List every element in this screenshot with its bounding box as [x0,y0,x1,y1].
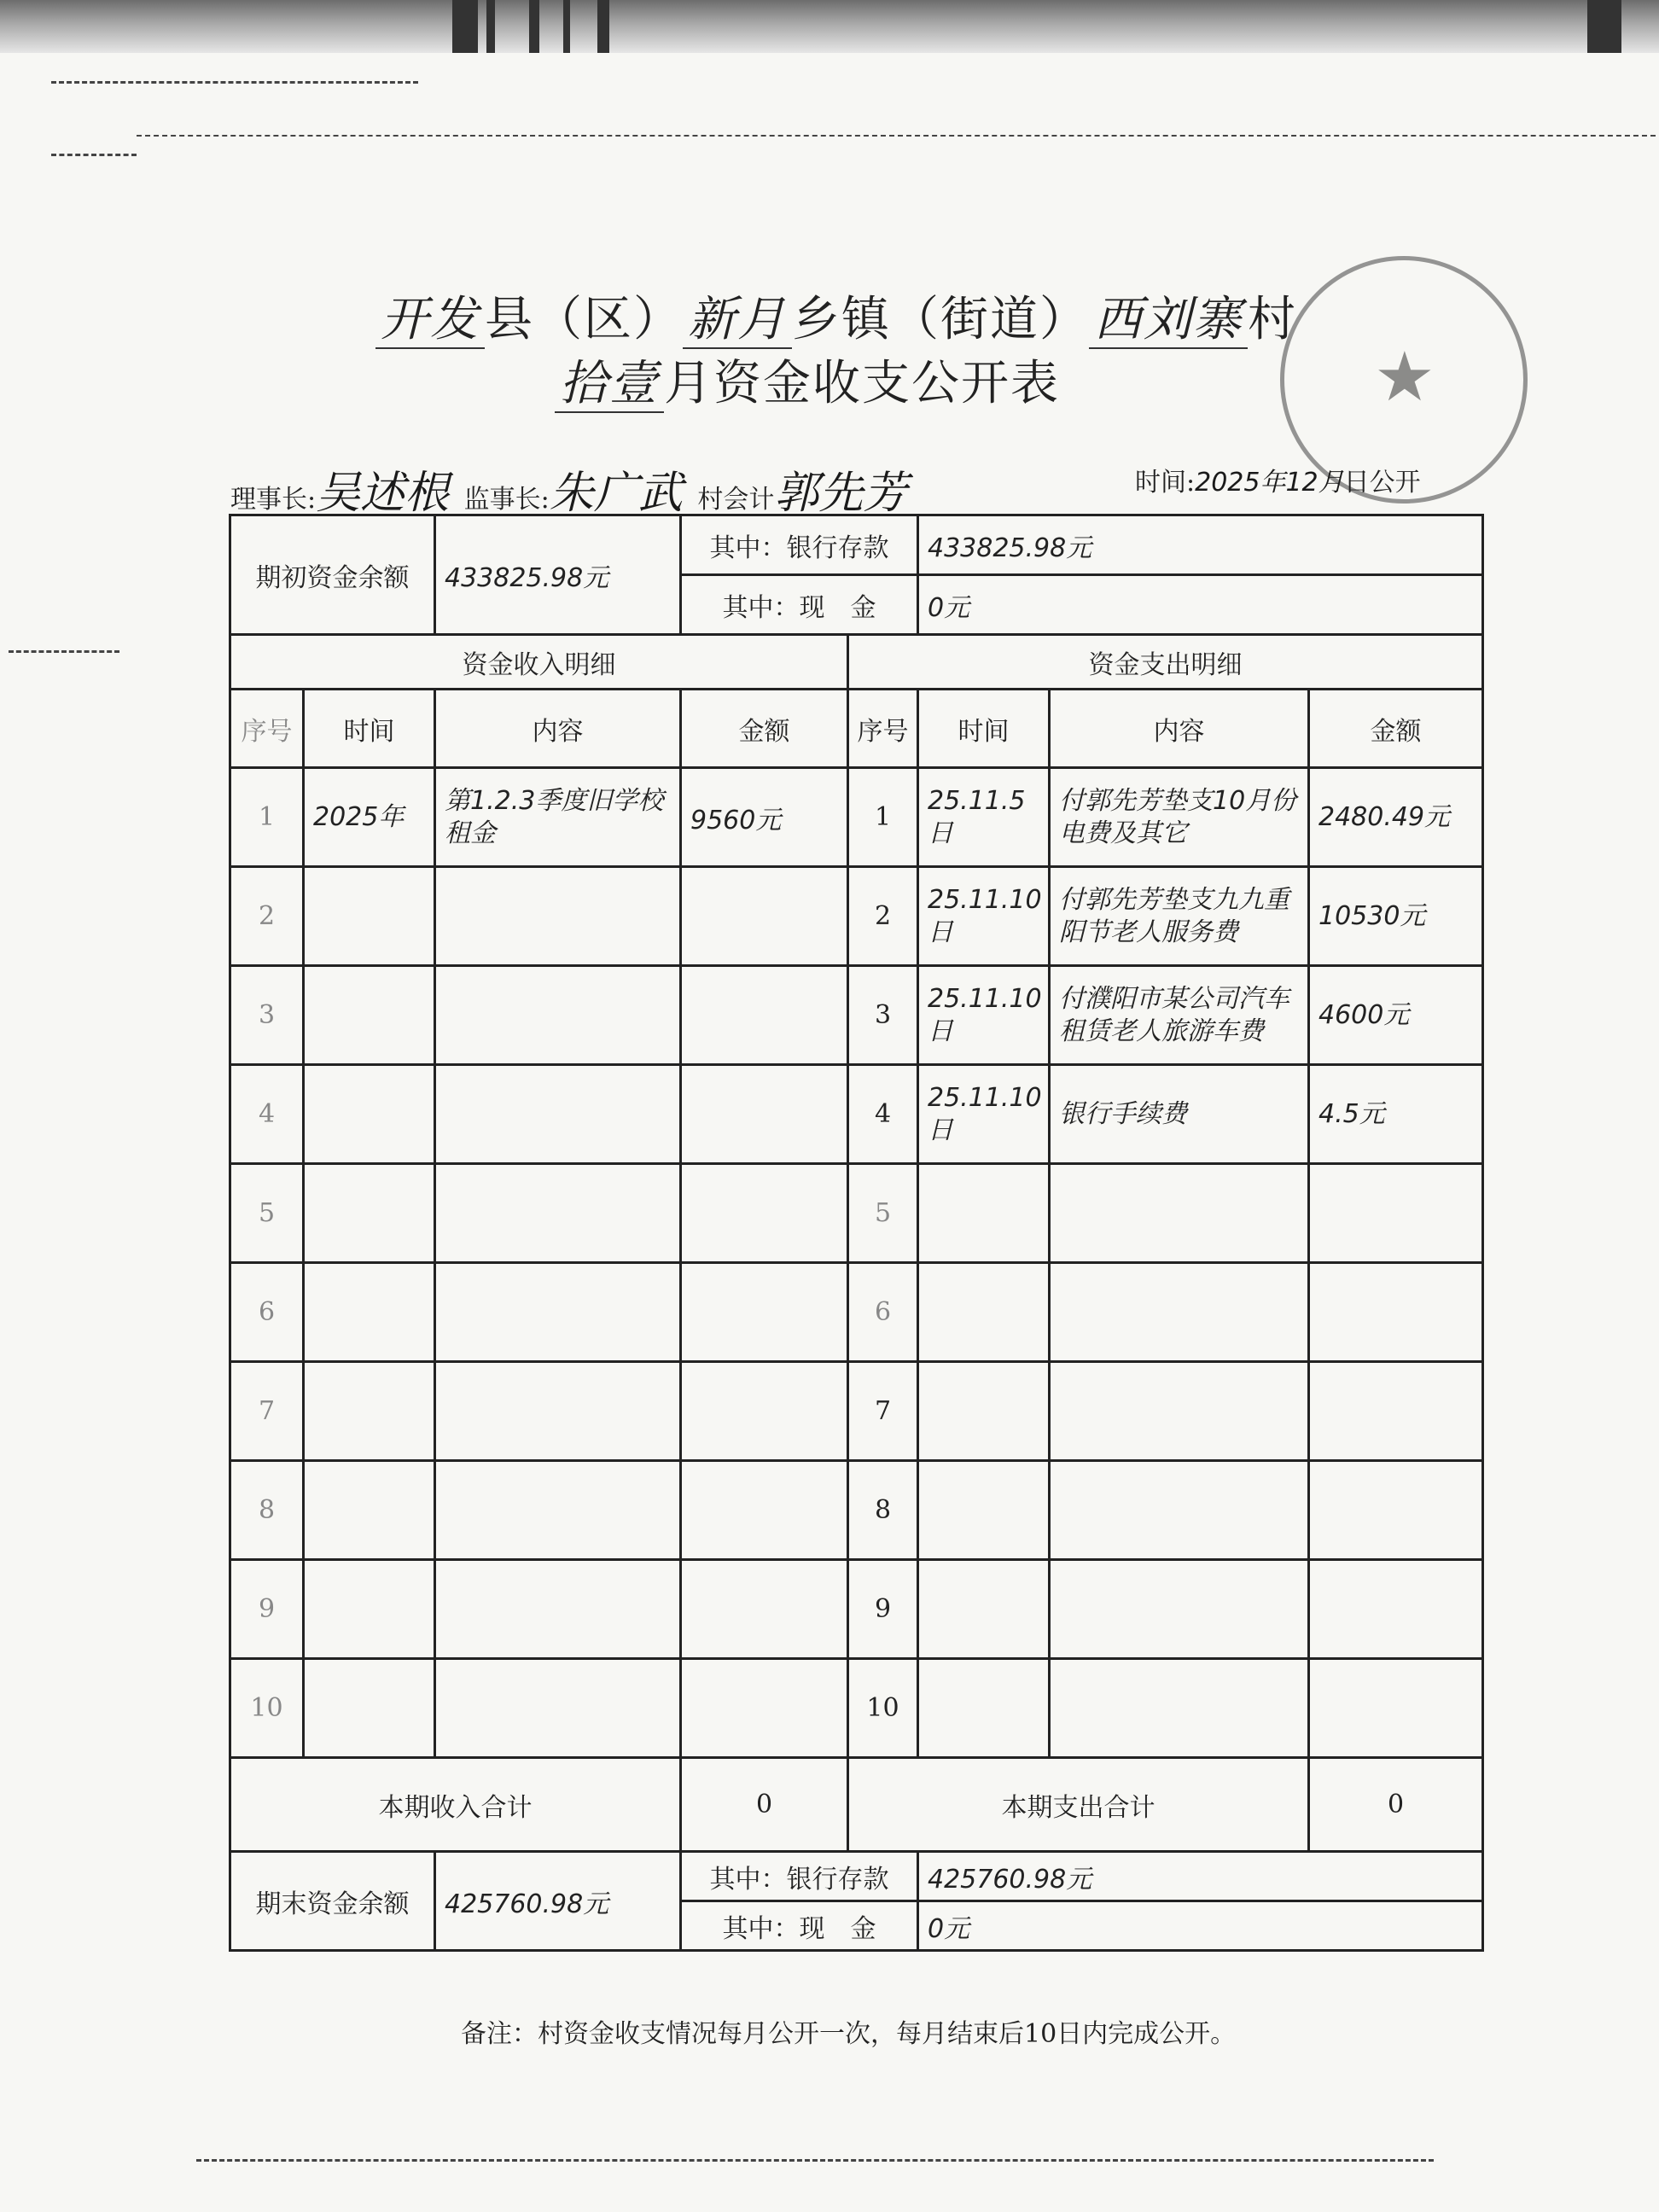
column-header-row [230,690,1483,768]
income-content [435,966,681,1065]
seal-star-icon: ★ [1374,337,1435,416]
opening-cash-value: 0元 [918,575,1483,635]
income-time [304,1461,435,1560]
expense-seq: 2 [848,867,918,966]
expense-content [1050,1164,1309,1263]
expense-col-seq: 序号 [848,690,918,768]
director-label: 理事长: [230,485,317,515]
date-value: 2025年12月 [1195,468,1344,498]
form-title-line2 [555,346,1237,414]
opening-bank-row [230,515,1483,575]
totals-row [230,1758,1483,1852]
supervisor-signature: 朱广武 [549,468,683,519]
table-row [230,1263,1483,1362]
scan-edge-artifact [0,0,1659,53]
expense-col-time: 时间 [918,690,1050,768]
income-time [304,1362,435,1461]
expense-time [918,1560,1050,1659]
income-amount [681,966,848,1065]
table-row [230,1164,1483,1263]
scan-dash [51,154,137,156]
income-content [435,1263,681,1362]
table-row [230,1362,1483,1461]
village-label: 村 [1248,292,1297,347]
expense-content [1050,1560,1309,1659]
date-field [1135,461,1421,498]
expense-time: 25.11.10日 [918,1065,1050,1164]
expense-content: 付濮阳市某公司汽车租赁老人旅游车费 [1050,966,1309,1065]
closing-label: 期末资金余额 [230,1852,435,1951]
opening-total: 433825.98元 [435,515,681,635]
table-row [230,966,1483,1065]
table-row [230,768,1483,867]
expense-content: 付郭先芳垫支九九重阳节老人服务费 [1050,867,1309,966]
opening-cash-label: 其中：现 金 [681,575,918,635]
table-row [230,1065,1483,1164]
income-seq: 2 [230,867,304,966]
expense-col-amount: 金额 [1309,690,1483,768]
expense-time [918,1461,1050,1560]
income-content [435,867,681,966]
income-seq: 1 [230,768,304,867]
expense-amount [1309,1560,1483,1659]
income-content: 第1.2.3季度旧学校租金 [435,768,681,867]
expense-seq: 9 [848,1560,918,1659]
expense-seq: 8 [848,1461,918,1560]
income-seq: 8 [230,1461,304,1560]
month-field: 拾壹 [555,356,664,413]
income-seq: 5 [230,1164,304,1263]
date-label: 时间: [1135,468,1196,498]
expense-seq: 4 [848,1065,918,1164]
income-amount [681,1065,848,1164]
scan-dash [137,135,1656,137]
income-amount [681,1164,848,1263]
closing-cash-value: 0元 [918,1901,1483,1951]
expense-time: 25.11.10日 [918,867,1050,966]
income-time: 2025年 [304,768,435,867]
expense-seq: 10 [848,1659,918,1758]
scan-dash [51,81,418,84]
expense-time: 25.11.5日 [918,768,1050,867]
accountant-signature: 郭先芳 [774,468,908,519]
date-suffix: 日公开 [1343,468,1421,498]
expense-amount [1309,1263,1483,1362]
table-row [230,1461,1483,1560]
expense-seq: 7 [848,1362,918,1461]
accountant-label: 村会计 [697,485,775,515]
expense-amount [1309,1362,1483,1461]
expense-amount [1309,1461,1483,1560]
county-label: 县（区） [485,292,683,347]
closing-bank-label: 其中：银行存款 [681,1852,918,1901]
expense-time [918,1263,1050,1362]
expense-content [1050,1263,1309,1362]
income-col-seq: 序号 [230,690,304,768]
income-col-amount: 金额 [681,690,848,768]
village-field: 西刘寨 [1089,292,1248,349]
income-seq: 7 [230,1362,304,1461]
income-content [435,1659,681,1758]
expense-time [918,1362,1050,1461]
expense-amount: 4.5元 [1309,1065,1483,1164]
income-time [304,1263,435,1362]
town-label: 乡镇（街道） [792,292,1089,347]
finance-table [229,514,1484,1952]
expense-total-label: 本期支出合计 [848,1758,1309,1852]
supervisor-label: 监事长: [463,485,550,515]
expense-seq: 6 [848,1263,918,1362]
expense-time [918,1659,1050,1758]
expense-content [1050,1362,1309,1461]
town-field: 新月 [683,292,792,349]
expense-col-content: 内容 [1050,690,1309,768]
income-section-title: 资金收入明细 [230,635,848,690]
income-total-value: 0 [681,1758,848,1852]
income-content [435,1362,681,1461]
expense-time: 25.11.10日 [918,966,1050,1065]
county-field: 开发 [375,292,485,349]
expense-seq: 1 [848,768,918,867]
income-content [435,1461,681,1560]
income-amount [681,867,848,966]
expense-content: 银行手续费 [1050,1065,1309,1164]
income-amount [681,1362,848,1461]
expense-content: 付郭先芳垫支10月份电费及其它 [1050,768,1309,867]
footer-note: 备注：村资金收支情况每月公开一次，每月结束后10日内完成公开。 [461,2019,1237,2049]
expense-time [918,1164,1050,1263]
expense-seq: 3 [848,966,918,1065]
income-amount [681,1560,848,1659]
closing-cash-label: 其中：现 金 [681,1901,918,1951]
expense-amount: 4600元 [1309,966,1483,1065]
income-seq: 6 [230,1263,304,1362]
expense-amount: 2480.49元 [1309,768,1483,867]
table-row [230,867,1483,966]
income-time [304,867,435,966]
income-col-time: 时间 [304,690,435,768]
income-amount: 9560元 [681,768,848,867]
expense-amount: 10530元 [1309,867,1483,966]
income-time [304,1164,435,1263]
director-signature: 吴述根 [316,468,450,519]
income-time [304,1065,435,1164]
opening-bank-value: 433825.98元 [918,515,1483,575]
month-label: 月资金收支公开表 [664,356,1060,411]
expense-total-value: 0 [1309,1758,1483,1852]
expense-content [1050,1659,1309,1758]
closing-bank-row [230,1852,1483,1901]
table-row [230,1560,1483,1659]
table-row [230,1659,1483,1758]
income-time [304,1659,435,1758]
expense-amount [1309,1659,1483,1758]
opening-bank-label: 其中：银行存款 [681,515,918,575]
closing-bank-value: 425760.98元 [918,1852,1483,1901]
income-total-label: 本期收入合计 [230,1758,681,1852]
income-amount [681,1659,848,1758]
section-header-row [230,635,1483,690]
expense-seq: 5 [848,1164,918,1263]
scan-dash [196,2159,1434,2162]
income-col-content: 内容 [435,690,681,768]
expense-amount [1309,1164,1483,1263]
income-content [435,1164,681,1263]
income-content [435,1560,681,1659]
income-seq: 10 [230,1659,304,1758]
income-time [304,1560,435,1659]
opening-label: 期初资金余额 [230,515,435,635]
income-amount [681,1461,848,1560]
income-time [304,966,435,1065]
closing-total: 425760.98元 [435,1852,681,1951]
signature-row [230,457,1459,519]
income-amount [681,1263,848,1362]
scan-dash [9,650,119,653]
expense-section-title: 资金支出明细 [848,635,1483,690]
income-seq: 4 [230,1065,304,1164]
expense-content [1050,1461,1309,1560]
income-seq: 9 [230,1560,304,1659]
form-title-line1 [375,282,1297,350]
income-content [435,1065,681,1164]
income-seq: 3 [230,966,304,1065]
